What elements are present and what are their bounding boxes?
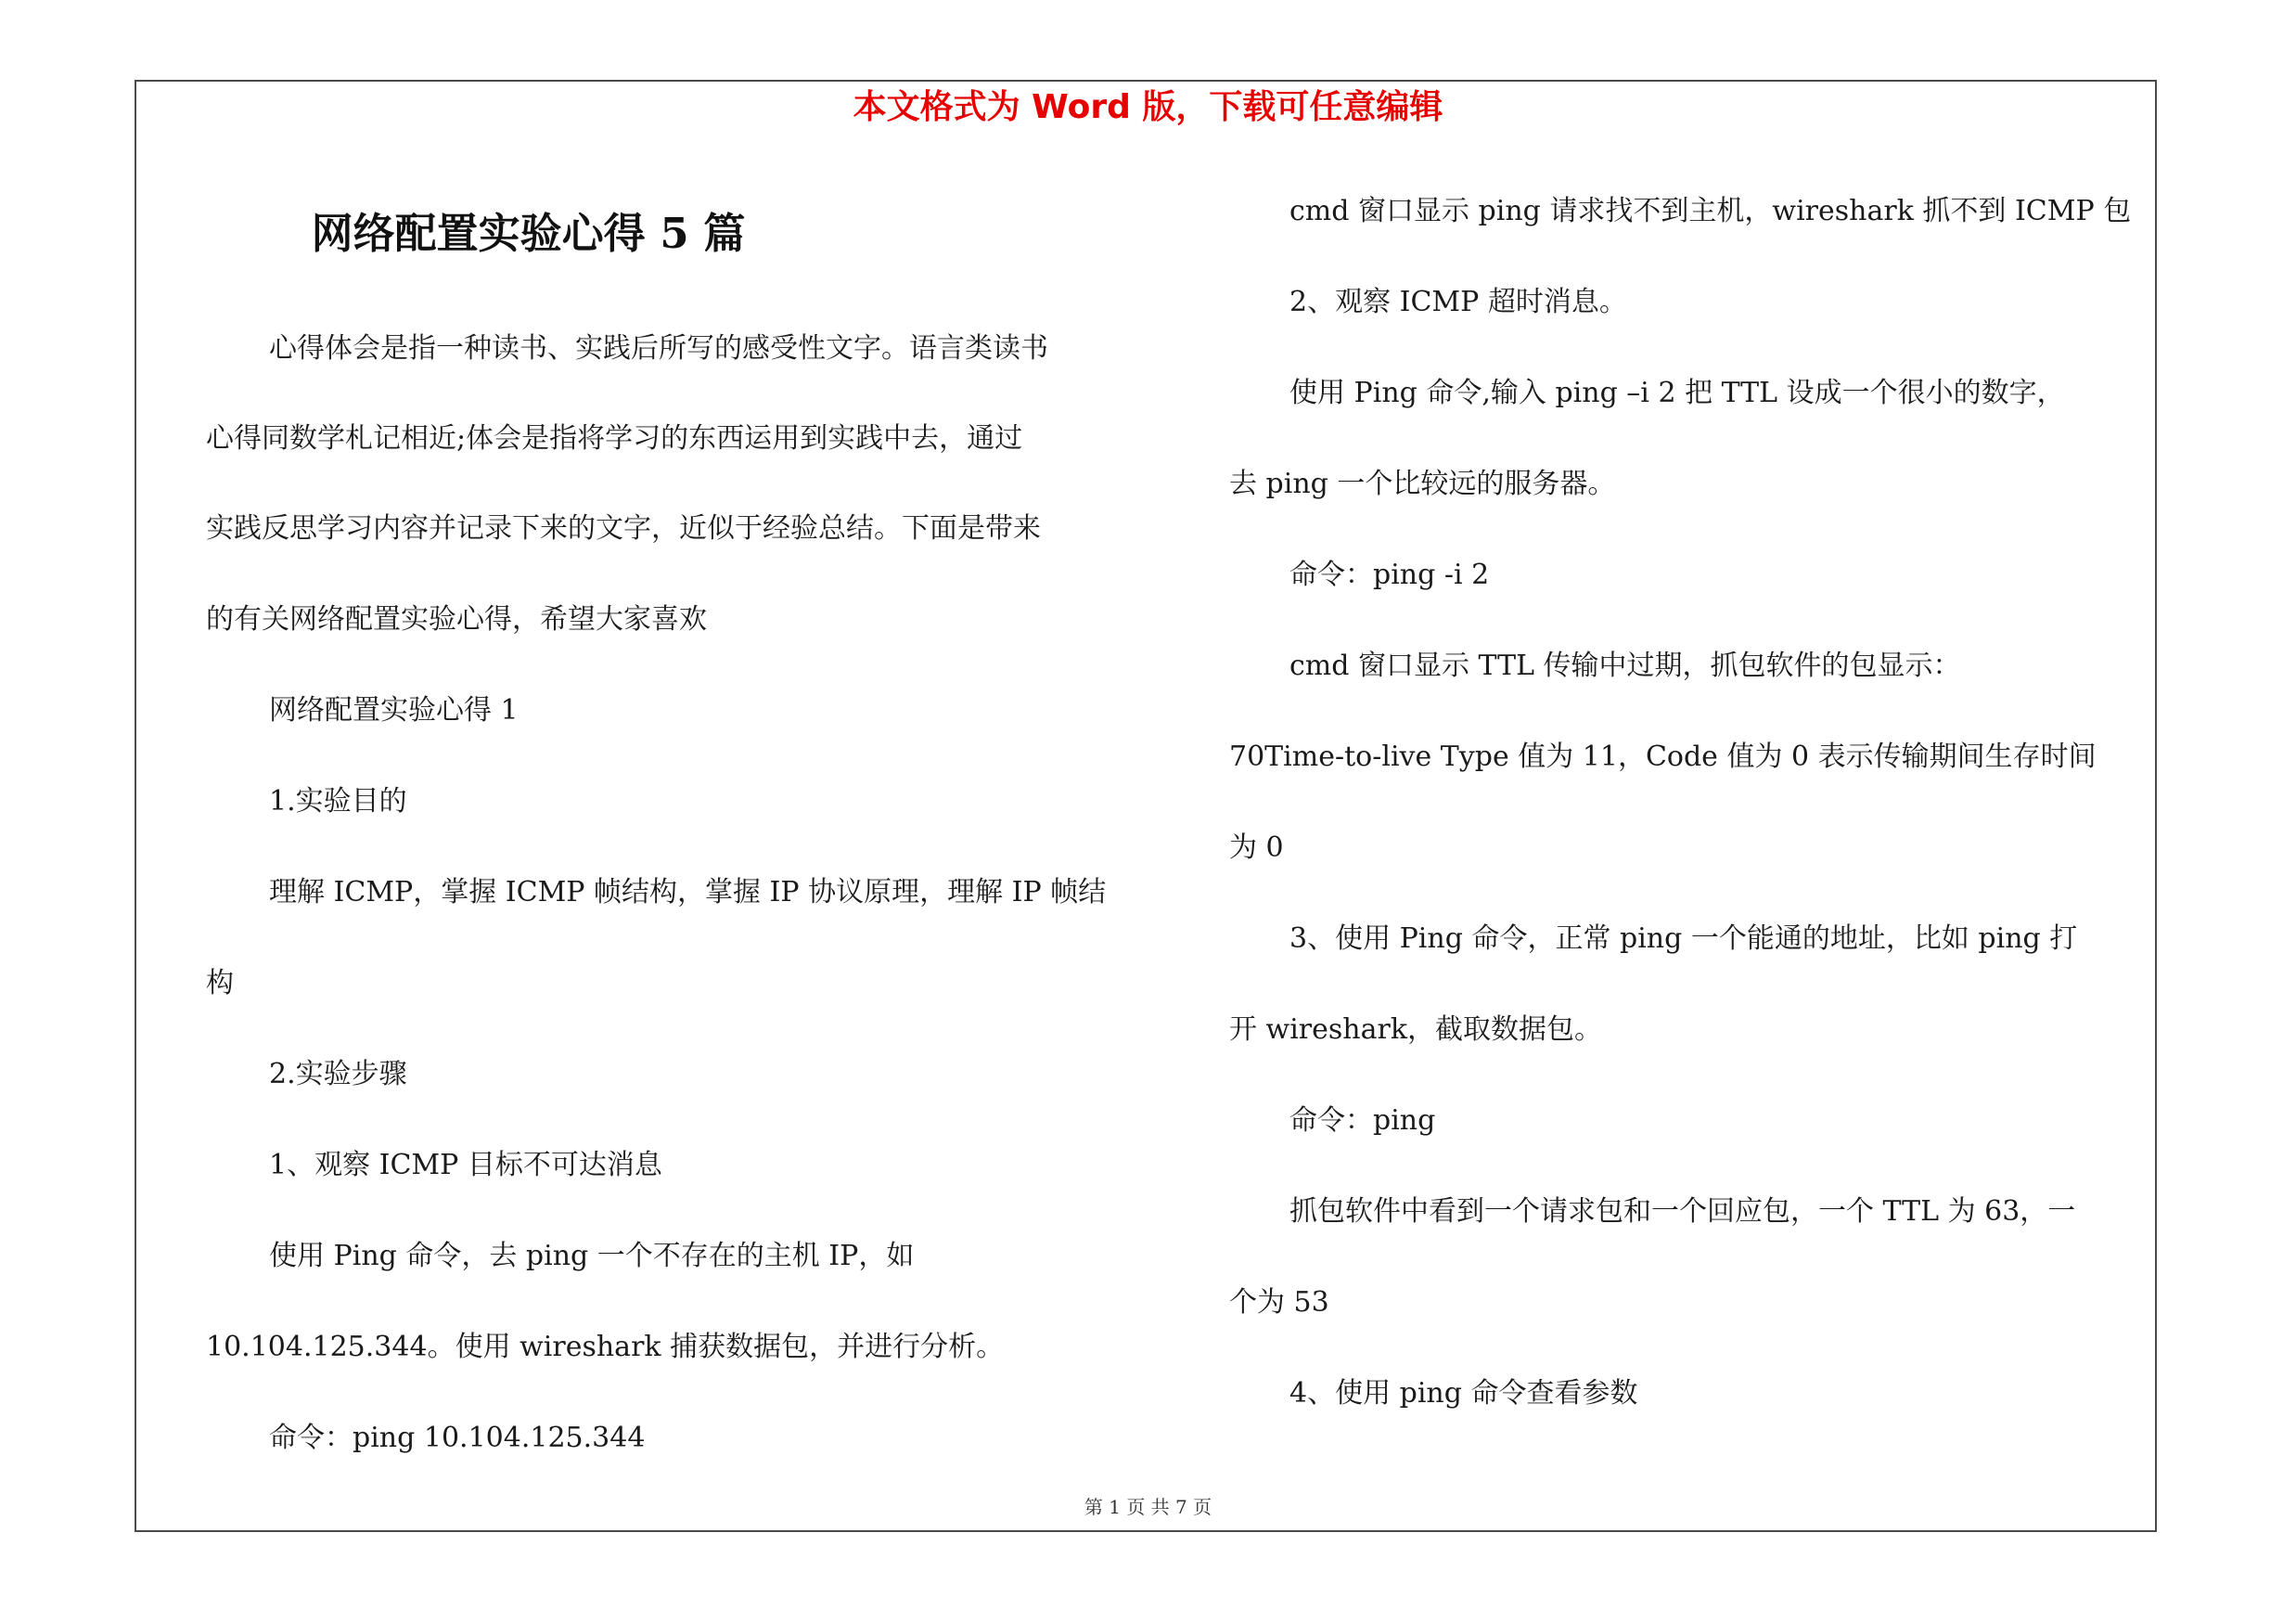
right-line-13: 个为 53 — [1229, 1286, 1329, 1319]
right-line-14: 4、使用 ping 命令查看参数 — [1289, 1377, 1638, 1410]
right-line-4: 去 ping 一个比较远的服务器。 — [1229, 468, 1616, 500]
right-line-5: 命令：ping -i 2 — [1289, 559, 1490, 591]
right-line-8: 为 0 — [1229, 831, 1284, 864]
document-title: 网络配置实验心得 5 篇 — [311, 209, 746, 258]
left-line-10: 1、观察 ICMP 目标不可达消息 — [269, 1149, 662, 1181]
left-line-11: 使用 Ping 命令，去 ping 一个不存在的主机 IP，如 — [269, 1240, 915, 1272]
left-line-1: 心得体会是指一种读书、实践后所写的感受性文字。语言类读书 — [269, 332, 1048, 365]
left-line-9: 2.实验步骤 — [269, 1058, 407, 1090]
left-line-5: 网络配置实验心得 1 — [269, 694, 519, 727]
right-line-12: 抓包软件中看到一个请求包和一个回应包，一个 TTL 为 63，一 — [1289, 1195, 2076, 1228]
left-line-4: 的有关网络配置实验心得，希望大家喜欢 — [206, 603, 707, 636]
right-line-11: 命令：ping — [1289, 1104, 1436, 1137]
left-line-3: 实践反思学习内容并记录下来的文字，近似于经验总结。下面是带来 — [206, 512, 1041, 545]
left-line-7: 理解 ICMP，掌握 ICMP 帧结构，掌握 IP 协议原理，理解 IP 帧结 — [269, 876, 1107, 908]
left-line-13: 命令：ping 10.104.125.344 — [269, 1422, 646, 1454]
left-line-12: 10.104.125.344。使用 wireshark 捕获数据包，并进行分析。 — [206, 1331, 1005, 1363]
right-line-2: 2、观察 ICMP 超时消息。 — [1289, 286, 1627, 318]
left-line-2: 心得同数学札记相近;体会是指将学习的东西运用到实践中去，通过 — [206, 422, 1023, 455]
right-line-6: cmd 窗口显示 TTL 传输中过期，抓包软件的包显示： — [1289, 650, 1961, 682]
page-number-footer: 第 1 页 共 7 页 — [1084, 1496, 1212, 1518]
left-line-8: 构 — [206, 967, 234, 999]
right-line-3: 使用 Ping 命令,输入 ping –i 2 把 TTL 设成一个很小的数字， — [1289, 377, 2065, 409]
right-line-9: 3、使用 Ping 命令，正常 ping 一个能通的地址，比如 ping 打 — [1289, 922, 2078, 955]
left-line-6: 1.实验目的 — [269, 785, 407, 818]
word-format-banner: 本文格式为 Word 版，下载可任意编辑 — [853, 88, 1443, 126]
right-line-7: 70Time-to-live Type 值为 11，Code 值为 0 表示传输期间生存时间 — [1229, 741, 2097, 773]
page-frame — [135, 80, 2157, 1532]
right-line-10: 开 wireshark，截取数据包。 — [1229, 1013, 1603, 1046]
right-line-1: cmd 窗口显示 ping 请求找不到主机，wireshark 抓不到 ICMP 包 — [1289, 195, 2132, 227]
